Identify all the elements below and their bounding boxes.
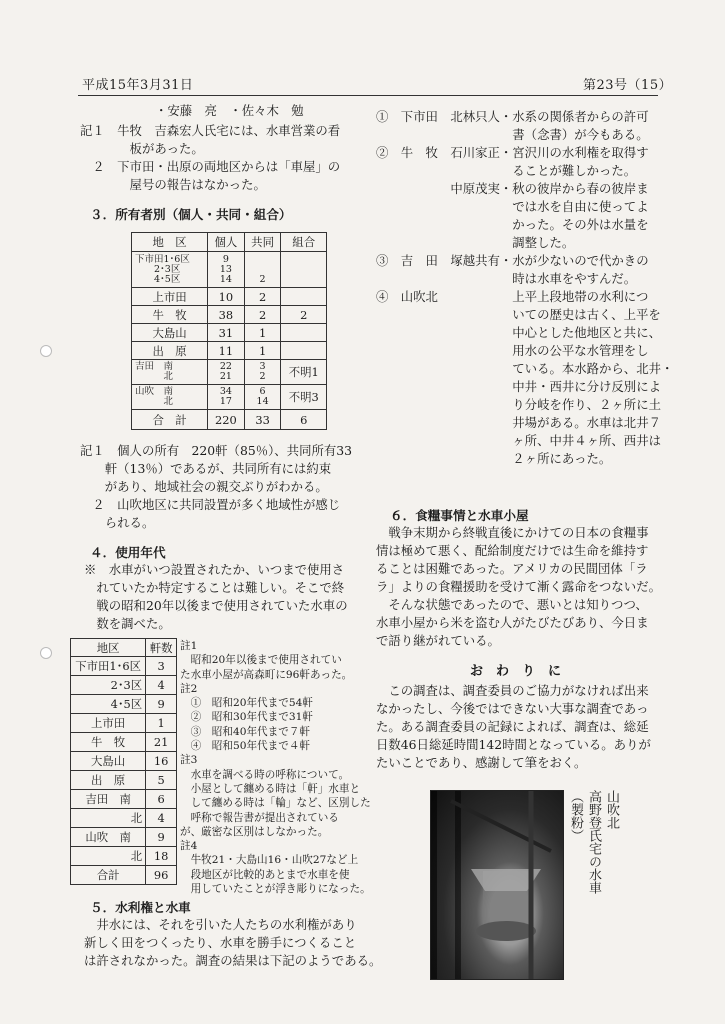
note1-line: 記１ 牛牧 吉森宏人氏宅には、水車営業の看 [80,123,341,138]
footnote-line: 註1 [180,640,198,652]
cell-area: 合計 [71,866,146,885]
table-row [132,288,327,306]
cell-kumiai [281,252,327,288]
cell-count: 9 [146,828,177,847]
footnotes [180,639,371,896]
list-line: 調整した。 [376,235,575,250]
section4-line: 数を調べた。 [84,616,171,631]
cell-kojin: 22 21 [208,360,245,385]
footnote-line: 小屋として纏める時は「軒」水車と [180,782,361,795]
list-line: ることが難しかった。 [376,163,637,178]
section6-body [376,524,666,650]
table-row [132,385,327,410]
footnote-line: 水車を調べる時の呼称について。 [180,768,350,781]
cell-count: 3 [146,657,177,676]
table-row-total [71,866,177,885]
cell-count: 18 [146,847,177,866]
cell-kumiai: 6 [281,410,327,430]
authors: ・安藤 亮 ・佐々木 勉 [155,103,304,118]
list-line: ④ 山吹北 上平上段地帯の水利につ [376,289,649,304]
footnote-line: 註4 [180,840,198,853]
cell-area: 上市田 [132,288,208,306]
table-row [132,306,327,324]
list-line: ① 下市田 北林只人・水系の関係者からの許可 [376,109,649,124]
cell-kyodo: 1 [244,324,281,342]
section5-body [84,916,382,970]
cell-count: 96 [146,866,177,885]
list-line: 井場がある。水車は北井７ [376,415,661,430]
cell-kyodo: 2 [244,306,281,324]
photo-caption-line: （製粉） [568,790,583,842]
table-row [71,657,177,676]
cell-kojin: 10 [208,288,245,306]
footnote-line: ④ 昭和50年代まで４軒 [180,740,311,753]
cell-area: 牛 牧 [132,306,208,324]
section6-line: ラ」よりの食糧援助を受けて漸く露命をつないだ。 [376,579,661,594]
col-header: 共同 [244,233,281,252]
section5-line: 新しく田をつくったり、水車を勝手につくること [84,935,357,950]
section6-line: そんな状態であったので、悪いとは知りつつ、 [376,597,648,612]
table-row [132,342,327,360]
col-header: 地区 [71,639,146,657]
cell-area: 吉田 南 北 [132,360,208,385]
cell-kojin: 34 17 [208,385,245,410]
table-row [71,676,177,695]
footnote-line: 昭和20年以後まで使用されてい [180,654,342,667]
footnote-line: して纏める時は「輪」など、区別した [180,797,371,810]
closing-title: お わ り に [470,664,562,679]
cell-area: 北 [71,847,146,866]
table-row [71,790,177,809]
table-row [71,771,177,790]
cell-kumiai: 不明1 [281,360,327,385]
section4-line: れていたか特定することは難しい。そこで終 [84,580,345,595]
cell-count: 21 [146,733,177,752]
cell-count: 16 [146,752,177,771]
table-row [71,733,177,752]
list-line: 書（念書）が今もある。 [376,127,649,142]
photo-caption-line: 高野登氏宅の水車 [586,790,601,894]
footnote-line: 用していたことが浮き彫りになった。 [180,883,371,896]
cell-kojin: 9 13 14 [208,252,245,288]
list-line: ③ 吉 田 塚越共有・水が少ないので代かきの [376,253,649,268]
note2-line: があり、地域社会の親交ぶりがわかる。 [80,479,328,494]
table-row [71,809,177,828]
section6-line: で語り継がれている。 [376,633,500,648]
note2-block [80,442,360,532]
cell-kyodo: 33 [244,410,281,430]
table-row [71,828,177,847]
note2-line: 記１ 個人の所有 220軒（85％）、共同所有33 [80,443,353,458]
closing-line: この調査は、調査委員のご協力がなければ出来 [376,683,649,698]
cell-area: 牛 牧 [71,733,146,752]
cell-kyodo: 6 14 [244,385,281,410]
cell-kojin: 38 [208,306,245,324]
note1-line: 屋号の報告はなかった。 [80,177,266,192]
cell-area: 合 計 [132,410,208,430]
section6-line: ることは困難であった。アメリカの民間団体「ラ [376,561,648,576]
cell-kyodo: 3 2 [244,360,281,385]
closing-line: なかったし、今後ではできない大事な調査であっ [376,701,649,716]
waterwheel-photo [430,790,564,980]
note1-line: 板があった。 [80,141,204,156]
list-line: 中井・西井に分け反別によ [376,379,661,394]
cell-area: 北 [71,809,146,828]
section6-line: 情は極めて悪く、配給制度だけでは生命を維持す [376,543,649,558]
footnote-line: ① 昭和20年代まで54軒 [180,697,313,710]
footnote-line: 牛牧21・大島山16・山吹27など上 [180,854,359,867]
section4-body [84,561,364,633]
section3-title: ３．所有者別（個人・共同・組合） [90,207,292,222]
table-row [132,360,327,385]
table-row [71,714,177,733]
footnote-line: ② 昭和30年代まで31軒 [180,711,313,724]
note2-line: られる。 [80,515,155,530]
ownership-table [131,232,327,430]
water-rights-list [376,108,674,468]
cell-kumiai: 不明3 [281,385,327,410]
cell-kyodo: 2 [244,288,281,306]
note1-block [80,122,360,194]
cell-kumiai [281,324,327,342]
cell-area: 山吹 南 [71,828,146,847]
cell-area: 大島山 [132,324,208,342]
section4-line: ※ 水車がいつ設置されたか、いつまで使用さ [84,562,345,577]
note2-line: 軒（13％）であるが、共同所有には約束 [80,461,332,476]
closing-line: 日数46日総延時間142時間となっている。ありが [376,737,651,752]
section6-title: ６．食糧事情と水車小屋 [390,508,529,523]
closing-body [376,682,666,772]
list-line: 中原茂実・秋の彼岸から春の彼岸ま [376,181,649,196]
cell-kojin: 220 [208,410,245,430]
cell-count: 6 [146,790,177,809]
cell-area: 上市田 [71,714,146,733]
cell-kyodo: 1 [244,342,281,360]
cell-area: 出 原 [132,342,208,360]
section4-line: 戦の昭和20年以後まで使用されていた水車の [84,598,348,613]
list-line: では水を自由に使ってよ [376,199,649,214]
list-line: 時は水車をやすんだ。 [376,271,637,286]
footnote-line: 呼称で報告書が提出されているが、厳密な区別はしなかった。 [180,811,339,838]
list-line: かった。その外は水量を [376,217,649,232]
table-row [71,695,177,714]
table-row [71,847,177,866]
footnote-line: 註3 [180,754,198,767]
table-row-total [132,410,327,430]
cell-area: 2･3区 [71,676,146,695]
photo-caption [568,790,618,894]
usage-period-table [70,638,177,885]
closing-line: たいことであり、感謝して筆をおく。 [376,755,587,770]
col-header: 個人 [208,233,245,252]
photo-millstone [476,921,536,941]
cell-area: 下市田1･6区 [71,657,146,676]
cell-area: 下市田1･6区 2･3区 4･5区 [132,252,208,288]
cell-count: 4 [146,676,177,695]
section6-line: 戦争末期から終戦直後にかけての日本の食糧事 [376,525,649,540]
cell-area: 4･5区 [71,695,146,714]
cell-count: 9 [146,695,177,714]
header-issue: 第23号（15） [583,78,673,93]
note1-line: ２ 下市田・出原の両地区からは「車屋」の [80,159,341,174]
footnote-line: 註2 [180,682,198,695]
closing-line: た。ある調査委員の記録によれば、調査は、総延 [376,719,649,734]
list-line: 中心とした他地区と共に、 [376,325,661,340]
photo-caption-line: 山吹北 [604,790,619,829]
list-line: ヶ所、中井４ヶ所、西井は [376,433,661,448]
cell-count: 4 [146,809,177,828]
cell-area: 出 原 [71,771,146,790]
section4-title: ４．使用年代 [90,545,166,560]
cell-kumiai: 2 [281,306,327,324]
list-line: ２ヶ所にあった。 [376,451,612,466]
section5-title: ５．水利権と水車 [90,900,191,915]
table-row [132,252,327,288]
cell-kumiai [281,342,327,360]
list-line: いての歴史は古く、上平を [376,307,661,322]
punch-hole-top [40,345,52,357]
list-line: り分岐を作り、２ヶ所に土 [376,397,661,412]
cell-area: 山吹 南 北 [132,385,208,410]
punch-hole-bottom [40,647,52,659]
footnote-line: 段地区が比較的あとまで水車を使 [180,868,350,881]
table-row [132,324,327,342]
footnote-line: た水車小屋が高森町に96軒あった。 [180,668,353,681]
cell-area: 大島山 [71,752,146,771]
waterwheel-photo-graphic [431,791,563,979]
cell-kojin: 11 [208,342,245,360]
col-header: 地 区 [132,233,208,252]
cell-count: 5 [146,771,177,790]
col-header: 軒数 [146,639,177,657]
photo-beam [451,801,551,851]
section6-line: 水車小屋から米を盗む人がたびたびあり、今日ま [376,615,649,630]
list-line: ている。本水路から、北井・ [376,361,674,376]
cell-area: 吉田 南 [71,790,146,809]
section5-line: は許されなかった。調査の結果は下記のようである。 [84,953,382,968]
list-line: 用水の公平な水管理をし [376,343,649,358]
cell-kumiai [281,288,327,306]
table-row [71,752,177,771]
cell-count: 1 [146,714,177,733]
col-header: 組合 [281,233,327,252]
note2-line: ２ 山吹地区に共同設置が多く地域性が感じ [80,497,341,512]
list-line: ② 牛 牧 石川家正・宮沢川の水利権を取得す [376,145,649,160]
footnote-line: ③ 昭和40年代まで７軒 [180,725,311,738]
cell-kojin: 31 [208,324,245,342]
header-date: 平成15年3月31日 [82,78,194,93]
section5-line: 井水には、それを引いた人たちの水利権があり [84,917,357,932]
cell-kyodo: 2 [244,252,281,288]
header-rule [78,95,658,96]
